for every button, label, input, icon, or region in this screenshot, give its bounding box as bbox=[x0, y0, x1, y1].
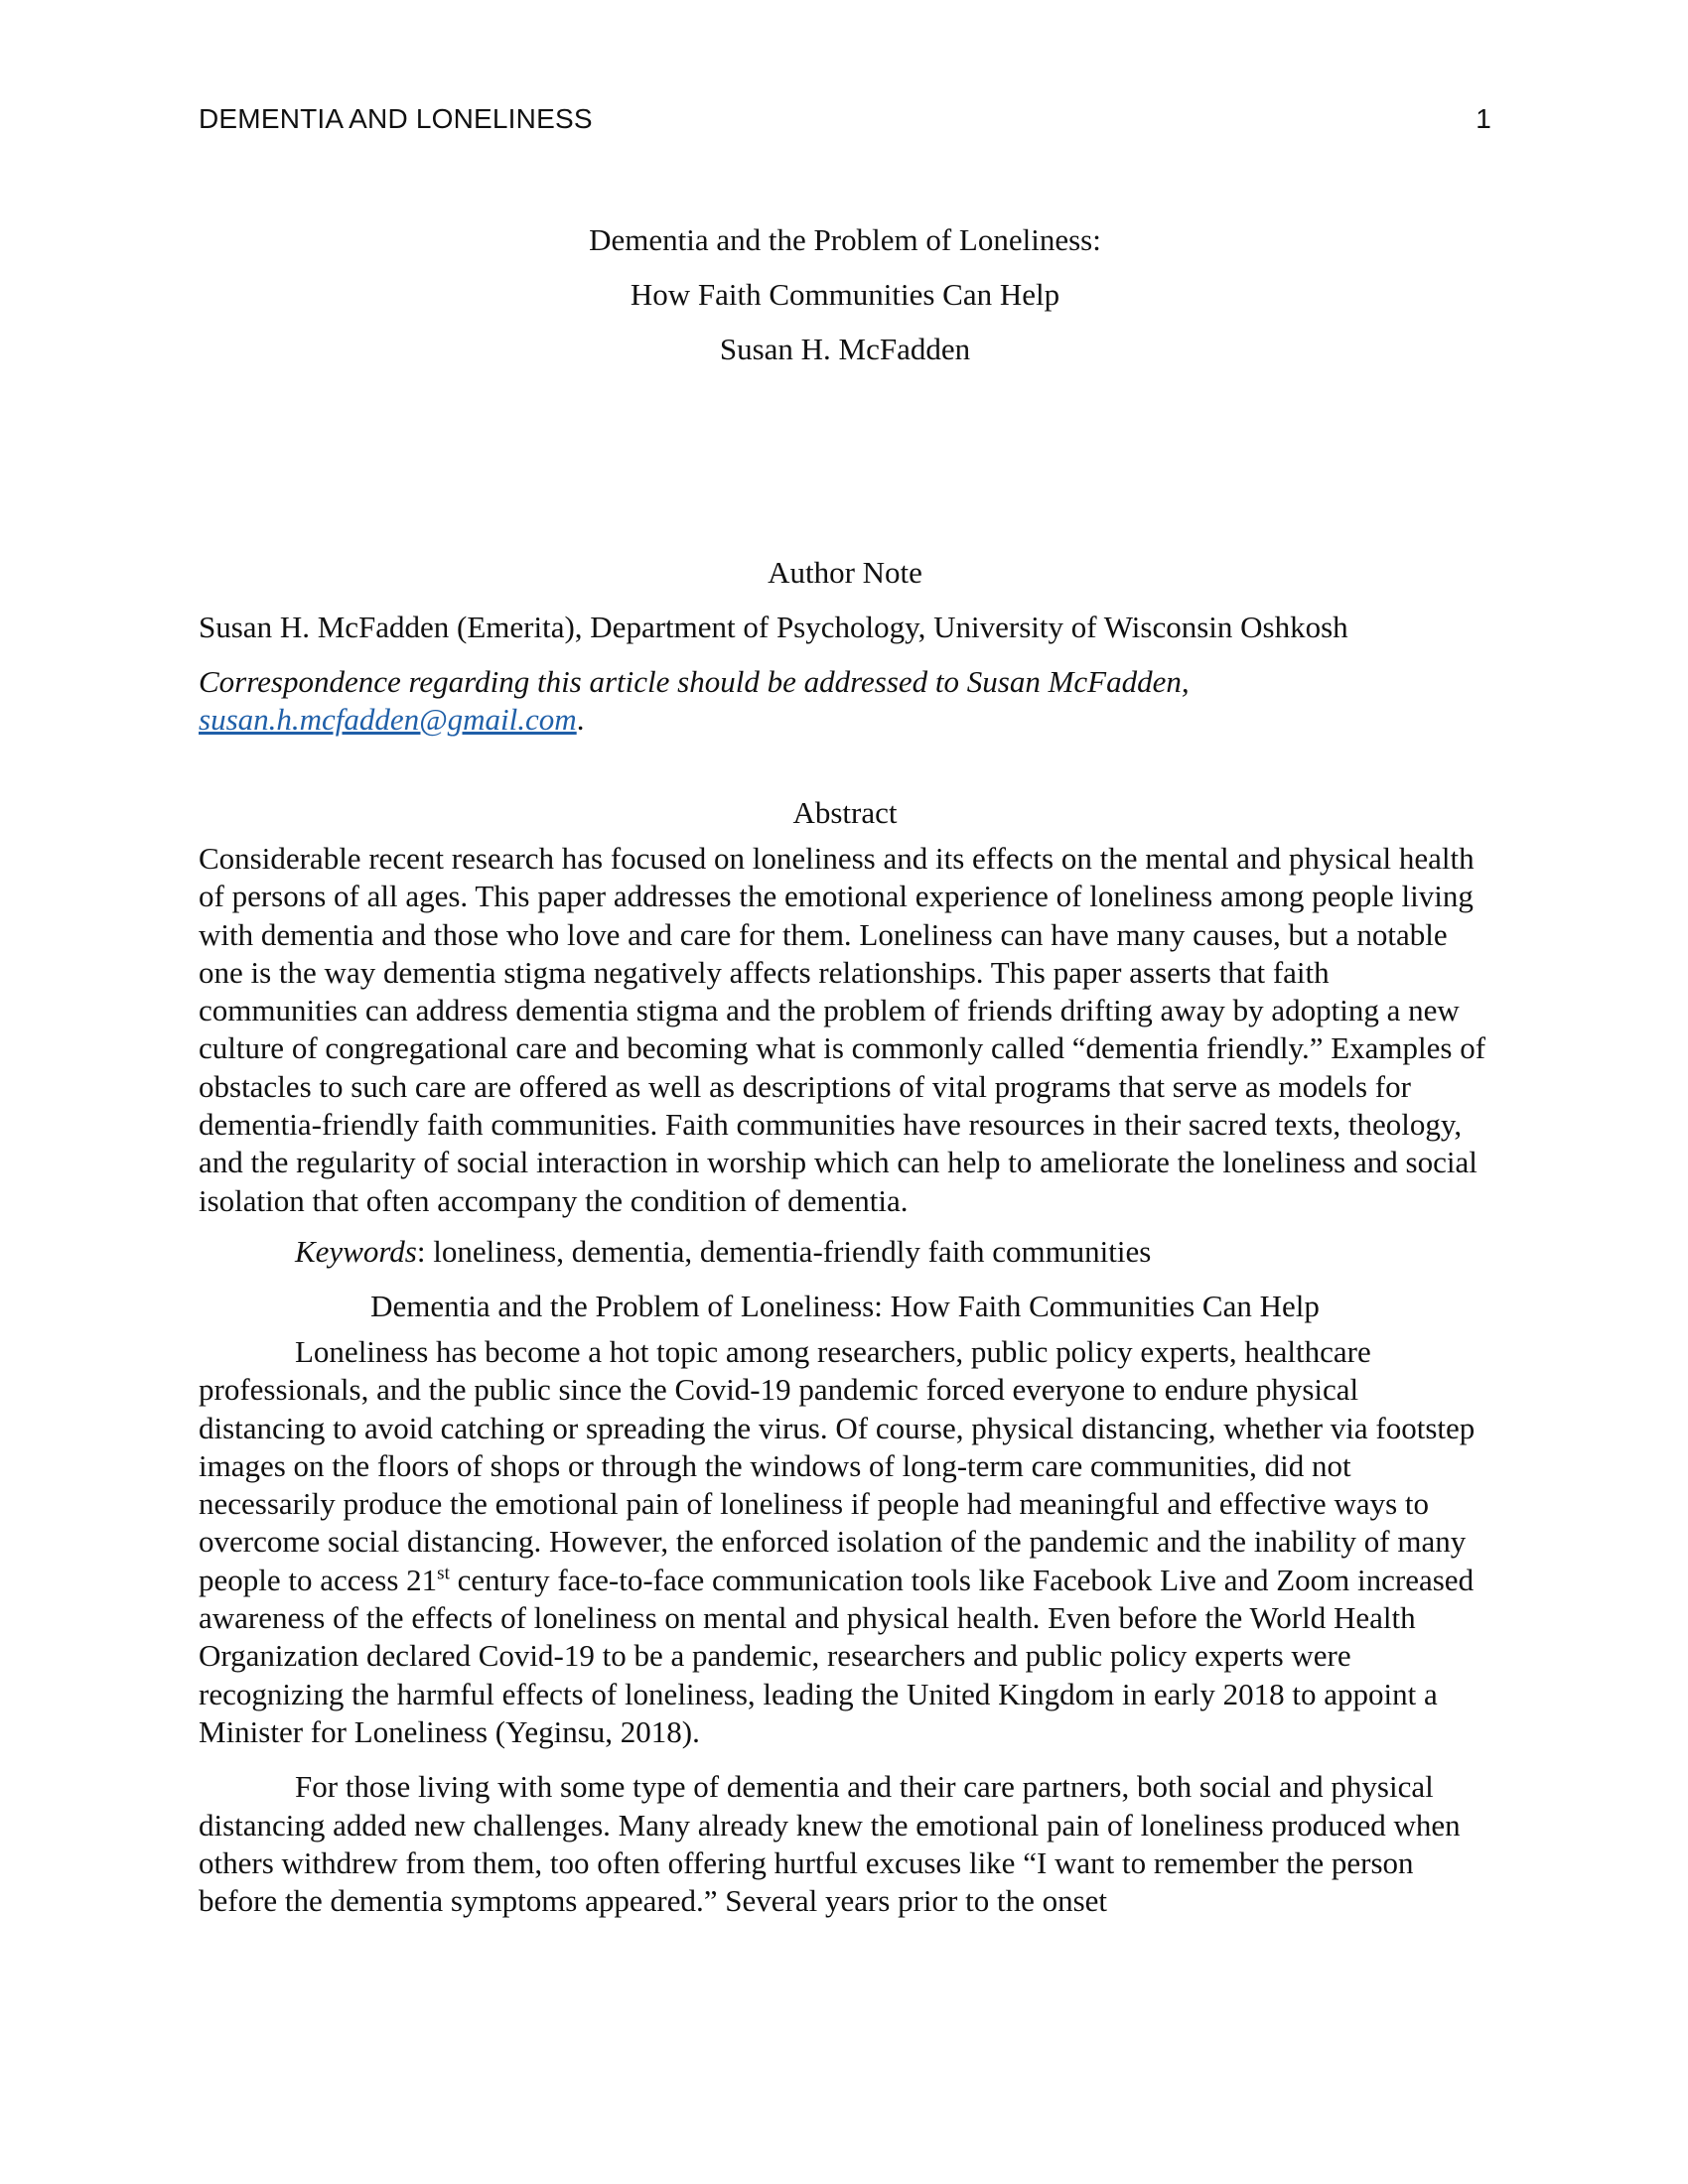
body-paragraph-1 bbox=[199, 1333, 1491, 1751]
paragraph-1-text-a: Loneliness has become a hot topic among researchers, public policy experts, healthcare professionals, and the public since the Covid-19 pandemic forced everyone to endure physical distancing to avoid catching or spreading the virus. Of course, physical distancing, whether via footstep images on the floors of shops or through the windows of long-term care communities, did not necessarily produce the emotional pain of loneliness if people had meaningful and effective ways to overcome social distancing. However, the enforced isolation of the pandemic and the inability of many people to access 21 bbox=[199, 1333, 1476, 1597]
running-head-title: DEMENTIA AND LONELINESS bbox=[199, 103, 593, 134]
ordinal-superscript: st bbox=[437, 1563, 450, 1584]
author-affiliation: Susan H. McFadden (Emerita), Department of Psychology, University of Wisconsin Oshkosh bbox=[199, 610, 1348, 644]
page-number: 1 bbox=[1476, 103, 1491, 134]
correspondence-note bbox=[199, 663, 1491, 739]
paragraph-1-text-b: century face-to-face communication tools like Facebook Live and Zoom increased awareness of the effects of loneliness on mental and physical health. Even before the World Health Organization declared Covid-19 to be a pandemic, researchers and public policy experts were recognizing the harmful effects of loneliness, leading the United Kingdom in early 2018 to appoint a Minister for Loneliness (Yeginsu, 2018). bbox=[199, 1562, 1475, 1749]
section-title: Dementia and the Problem of Loneliness: How Faith Communities Can Help bbox=[370, 1288, 1320, 1323]
page-content bbox=[199, 212, 1491, 1920]
title-block bbox=[199, 212, 1491, 376]
email-period: . bbox=[576, 702, 585, 737]
abstract-body: Considerable recent research has focused on loneliness and its effects on the mental and physical health of persons of all ages. This paper addresses the emotional experience of loneliness among people living with dementia and those who love and care for them. Loneliness can have many causes, but a notable one is the way dementia stigma negatively affects relationships. This paper asserts that faith communities can address dementia stigma and the problem of friends drifting away by adopting a new culture of congregational care and becoming what is commonly called “dementia friendly.” Examples of obstacles to such care are offered as well as descriptions of vital programs that serve as models for dementia-friendly faith communities. Faith communities have resources in their sacred texts, theology, and the regularity of social interaction in worship which can help to ameliorate the loneliness and social isolation that often accompany the condition of dementia. bbox=[199, 841, 1486, 1218]
paper-title-line-1: Dementia and the Problem of Loneliness: bbox=[589, 222, 1101, 257]
author-email-link[interactable]: susan.h.mcfadden@gmail.com bbox=[199, 702, 577, 737]
author-note-heading: Author Note bbox=[768, 555, 922, 590]
running-head bbox=[199, 103, 1491, 143]
paper-title-line-2: How Faith Communities Can Help bbox=[630, 277, 1060, 312]
body-paragraph-2: For those living with some type of dementia and their care partners, both social and physical distancing added new challenges. Many already knew the emotional pain of loneliness produced when others withdrew from them, too often offering hurtful excuses like “I want to remember the person before the dementia symptoms appeared.” Several years prior to the onset bbox=[199, 1769, 1461, 1919]
abstract-heading: Abstract bbox=[792, 795, 898, 830]
correspondence-text: Correspondence regarding this article should be addressed to Susan McFadden, bbox=[199, 664, 1190, 699]
keywords-line bbox=[199, 1224, 1491, 1279]
keywords-text: : loneliness, dementia, dementia-friendly faith communities bbox=[416, 1233, 1152, 1269]
keywords-label: Keywords bbox=[295, 1233, 417, 1269]
author-name: Susan H. McFadden bbox=[719, 332, 971, 366]
